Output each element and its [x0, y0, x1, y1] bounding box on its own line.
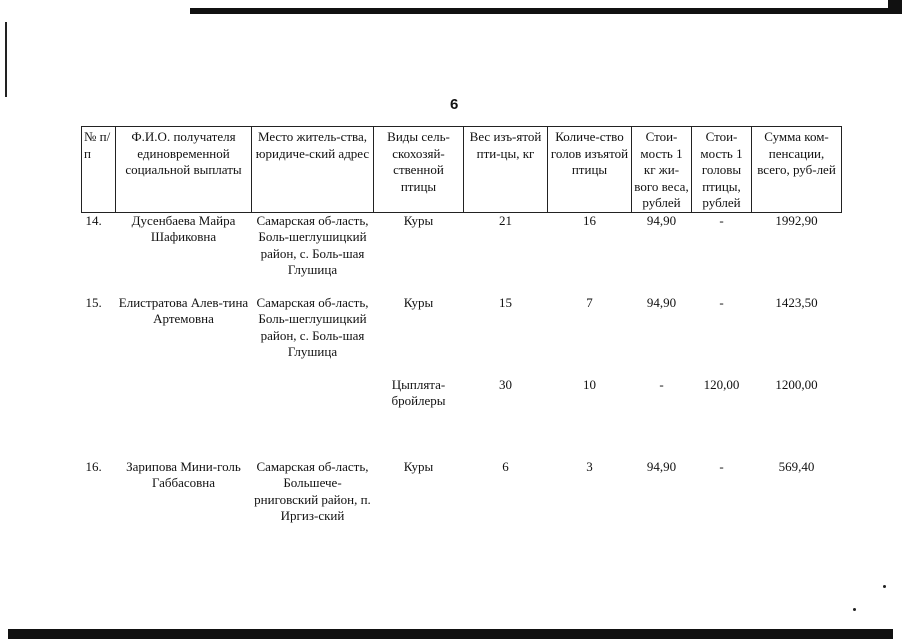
- header-price-kg: Стои-мость 1 кг жи-вого веса, рублей: [632, 127, 692, 213]
- table-header-row: [82, 127, 842, 213]
- row-total: 1423,50: [775, 294, 818, 310]
- row-total: 1200,00: [775, 376, 818, 392]
- row-address: [252, 377, 374, 459]
- row-heads: 3: [586, 458, 593, 474]
- page-number: 6: [450, 96, 459, 113]
- row-heads: 16: [583, 212, 596, 228]
- row-total: 569,40: [778, 458, 815, 474]
- row-price-kg: -: [659, 376, 664, 392]
- row-total: 1992,90: [775, 212, 818, 228]
- row-bird: Цыплята-бройлеры: [391, 376, 446, 408]
- row-price-kg: 94,90: [646, 212, 677, 228]
- header-total: Сумма ком-пенсации, всего, руб-лей: [752, 127, 842, 213]
- row-address: Самарская об-ласть, Большече-рниговский район, п. Иргиз-ский: [254, 458, 371, 523]
- row-price-head: -: [719, 212, 724, 228]
- scan-edge-left: [5, 22, 7, 97]
- row-bird: Куры: [403, 212, 434, 228]
- header-price-head: Стои-мость 1 головы птицы, рублей: [692, 127, 752, 213]
- row-address: Самарская об-ласть, Боль-шеглушицкий район, с. Боль-шая Глушица: [256, 294, 369, 359]
- row-name: Дусенбаева Майра Шафиковна: [131, 212, 236, 244]
- header-weight: Вес изъ-ятой пти-цы, кг: [464, 127, 548, 213]
- table-row: [82, 377, 842, 459]
- compensation-table: [81, 126, 842, 549]
- table-row: [82, 212, 842, 295]
- header-num: № п/п: [82, 127, 116, 213]
- row-name: Зарипова Мини-голь Габбасовна: [126, 458, 241, 490]
- row-price-kg: 94,90: [646, 294, 677, 310]
- header-heads: Количе-ство голов изъятой птицы: [548, 127, 632, 213]
- header-name: Ф.И.О. получателя единовременной социальной выплаты: [116, 127, 252, 213]
- table-row: [82, 295, 842, 377]
- row-price-head: 120,00: [703, 376, 740, 392]
- row-name: [116, 377, 252, 459]
- row-address: Самарская об-ласть, Боль-шеглушицкий район, с. Боль-шая Глушица: [256, 212, 369, 277]
- row-name: Елистратова Алев-тина Артемовна: [118, 294, 249, 326]
- row-weight: 6: [502, 458, 509, 474]
- scan-speck: [883, 585, 886, 588]
- scan-edge-top: [190, 8, 890, 14]
- row-weight: 15: [499, 294, 512, 310]
- scan-edge-bottom: [8, 629, 893, 639]
- row-price-kg: 94,90: [646, 458, 677, 474]
- row-heads: 7: [586, 294, 593, 310]
- row-weight: 21: [499, 212, 512, 228]
- header-address: Место житель-ства, юридиче-ский адрес: [252, 127, 374, 213]
- row-weight: 30: [499, 376, 512, 392]
- row-num: [82, 377, 116, 459]
- table-row: [82, 459, 842, 549]
- row-bird: Куры: [403, 294, 434, 310]
- header-bird: Виды сель-скохозяй-ственной птицы: [374, 127, 464, 213]
- row-num: 15.: [85, 294, 102, 310]
- scan-corner-top-right: [888, 0, 902, 14]
- row-num: 16.: [85, 458, 102, 474]
- row-num: 14.: [85, 212, 102, 228]
- scan-speck: [853, 608, 856, 611]
- row-heads: 10: [583, 376, 596, 392]
- row-price-head: -: [719, 294, 724, 310]
- row-price-head: -: [719, 458, 724, 474]
- row-bird: Куры: [403, 458, 434, 474]
